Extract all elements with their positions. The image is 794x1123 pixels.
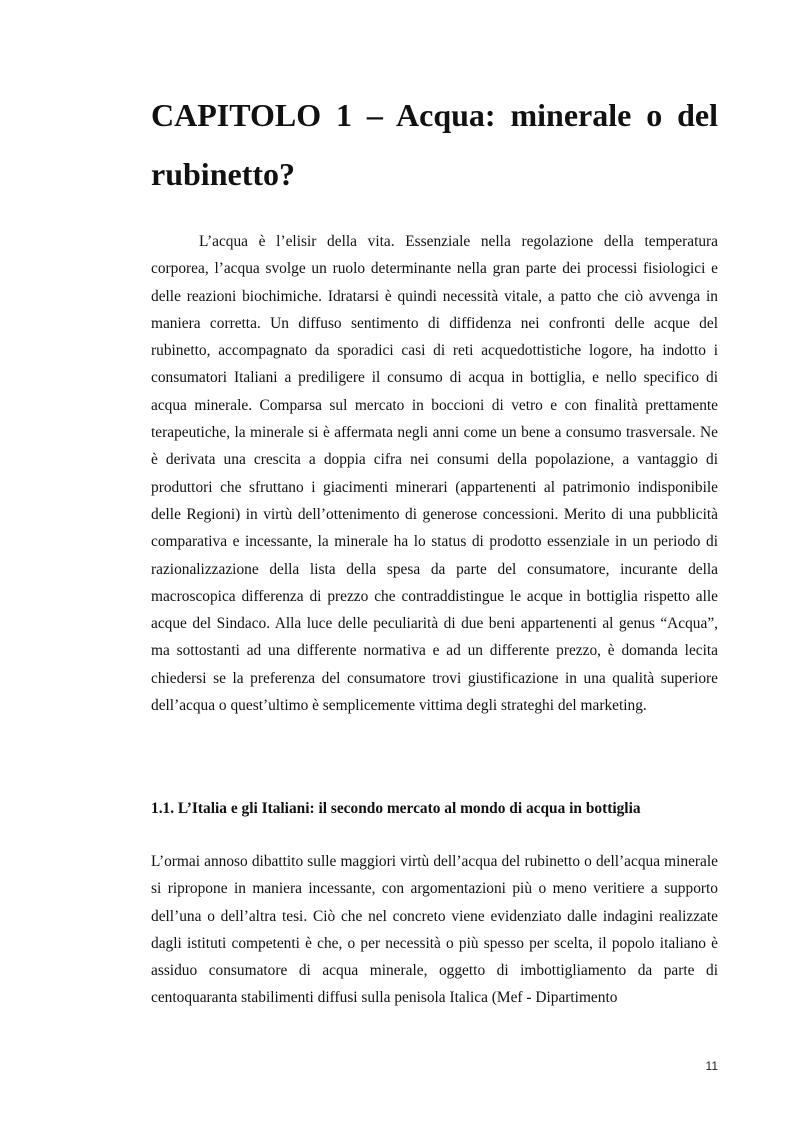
section-paragraph: L’ormai annoso dibattito sulle maggiori virtù dell’acqua del rubinetto o dell’acqua minerale si ripropone in maniera incessante, con argomentazioni più o meno veritiere a supporto dell’una o dell’altra tesi. Ciò che nel concreto viene evidenziato dalle indagini realizzate dagli istituti competenti è che, o per necessità o più spesso per scelta, il popolo italiano è assiduo consumatore di acqua minerale, oggetto di imbottigliamento da parte di centoquaranta stabilimenti diffusi sulla penisola Italica (Mef - Dipartimento: [151, 853, 718, 1007]
page-number: 11: [705, 1059, 718, 1073]
intro-paragraph: L’acqua è l’elisir della vita. Essenziale nella regolazione della temperatura corporea, l’acqua svolge un ruolo determinante nella gran parte dei processi fisiologici e delle reazioni biochimiche. Idratarsi è quindi necessità vitale, a patto che ciò avvenga in maniera corretta. Un diffuso sentimento di diffidenza nei confronti delle acque del rubinetto, accompagnato da sporadici casi di reti acquedottistiche logore, ha indotto i consumatori Italiani a prediligere il consumo di acqua in bottiglia, e nello specifico di acqua minerale. Comparsa sul mercato in boccioni di vetro e con finalità prettamente terapeutiche, la minerale si è affermata negli anni come un bene a consumo trasversale. Ne è derivata una crescita a doppia cifra nei consumi della popolazione, a vantaggio di produttori che sfruttano i giacimenti minerari (appartenenti al patrimonio indisponibile delle Regioni) in virtù dell’ottenimento di generose concessioni. Merito di una pubblicità comparativa e incessante, la minerale ha lo status di prodotto essenziale in un periodo di razionalizzazione della lista della spesa da parte del consumatore, incurante della macroscopica differenza di prezzo che contraddistingue le acque in bottiglia rispetto alle acque del Sindaco. Alla luce delle peculiarità di due beni appartenenti al genus “Acqua”, ma sottostanti ad una differente normativa e ad un differente prezzo, è domanda lecita chiedersi se la preferenza del consumatore trovi giustificazione in una qualità superiore dell’acqua o quest’ultimo è semplicemente vittima degli strateghi del marketing.: [151, 233, 718, 715]
chapter-title: CAPITOLO 1 – Acqua: minerale o del rubinetto?: [151, 97, 718, 192]
section-heading: 1.1. L’Italia e gli Italiani: il secondo mercato al mondo di acqua in bottiglia: [151, 800, 641, 817]
